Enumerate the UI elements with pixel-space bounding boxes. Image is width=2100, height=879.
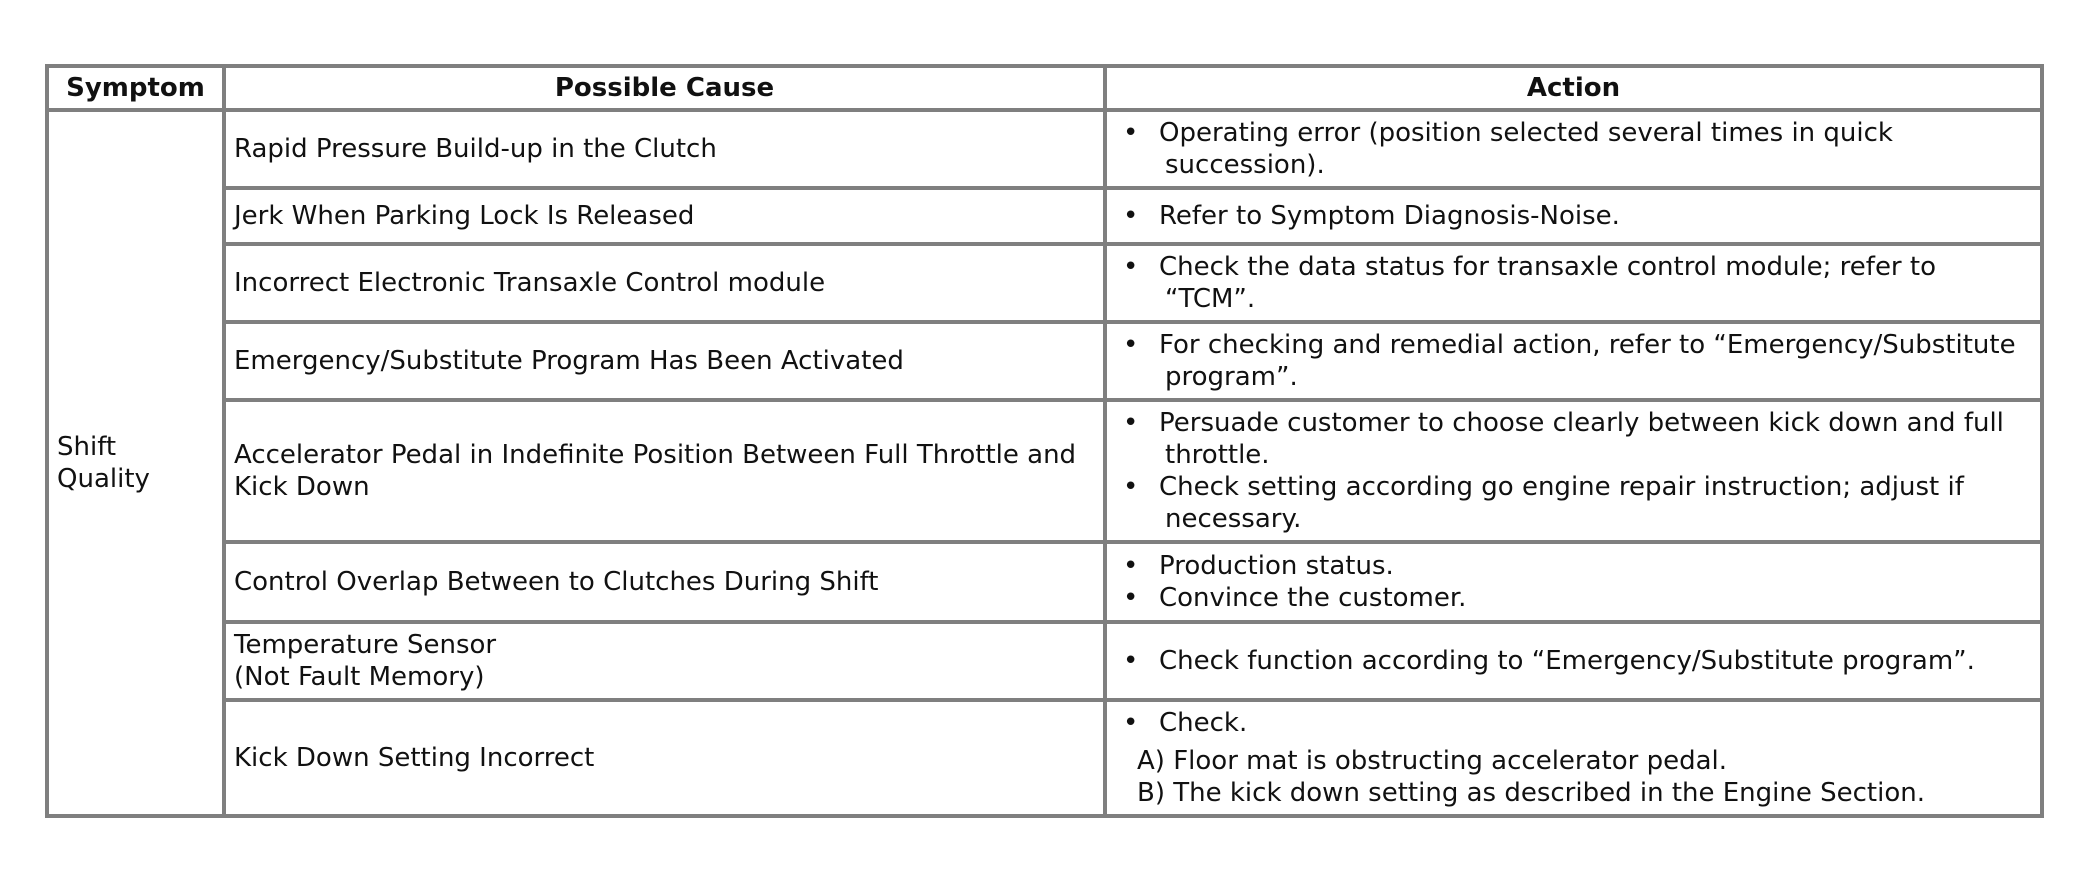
cause-cell: Incorrect Electronic Transaxle Control module: [224, 244, 1105, 322]
sub-item: B) The kick down setting as described in the Engine Section.: [1137, 778, 1925, 808]
table-row: [47, 542, 2042, 622]
cause-cell: Control Overlap Between to Clutches During Shift: [224, 542, 1105, 622]
bullet-icon: •: [1123, 646, 1139, 676]
action-item: • Production status.: [1123, 551, 1394, 581]
table-row: [47, 400, 2042, 542]
header-possible-cause: Possible Cause: [224, 66, 1105, 110]
action-cell: [1105, 622, 2042, 700]
action-item: • Persuade customer to choose clearly between kick down and full throttle.: [1123, 408, 2004, 470]
cause-line: Temperature Sensor: [234, 630, 497, 660]
action-item: • Check setting according go engine repair instruction; adjust if necessary.: [1123, 472, 1964, 534]
action-cell: [1105, 188, 2042, 244]
action-item: • Convince the customer.: [1123, 583, 1467, 613]
cause-cell: Emergency/Substitute Program Has Been Activated: [224, 322, 1105, 400]
cause-line: (Not Fault Memory): [234, 662, 485, 692]
action-cell: [1105, 400, 2042, 542]
symptom-cell: [47, 110, 224, 816]
header-action: Action: [1105, 66, 2042, 110]
action-cell: [1105, 110, 2042, 188]
table-header-row: [47, 66, 2042, 110]
table-row: [47, 322, 2042, 400]
action-item: • Check the data status for transaxle control module; refer to “TCM”.: [1123, 252, 1936, 314]
sub-item: A) Floor mat is obstructing accelerator pedal.: [1137, 746, 1728, 776]
bullet-icon: •: [1123, 252, 1139, 282]
action-item: • Check.: [1123, 708, 1248, 738]
cause-cell: Kick Down Setting Incorrect: [224, 700, 1105, 816]
symptom-diagnosis-table: [45, 64, 2044, 818]
table-row: [47, 700, 2042, 816]
bullet-icon: •: [1123, 583, 1139, 613]
action-item: • Check function according to “Emergency/Substitute program”.: [1123, 646, 1975, 676]
action-cell: [1105, 700, 2042, 816]
table-row: [47, 622, 2042, 700]
bullet-icon: •: [1123, 708, 1139, 738]
bullet-icon: •: [1123, 118, 1139, 148]
header-symptom: Symptom: [47, 66, 224, 110]
bullet-icon: •: [1123, 201, 1139, 231]
symptom-label-line1: Shift: [57, 432, 117, 462]
cause-cell: [224, 622, 1105, 700]
bullet-icon: •: [1123, 330, 1139, 360]
symptom-label-line2: Quality: [57, 464, 150, 494]
action-item: • For checking and remedial action, refer to “Emergency/Substitute program”.: [1123, 330, 2016, 392]
action-cell: [1105, 542, 2042, 622]
action-item: • Refer to Symptom Diagnosis-Noise.: [1123, 201, 1620, 231]
action-item: • Operating error (position selected several times in quick succession).: [1123, 118, 1893, 180]
cause-cell: Accelerator Pedal in Indefinite Position Between Full Throttle and Kick Down: [224, 400, 1105, 542]
bullet-icon: •: [1123, 408, 1139, 438]
action-cell: [1105, 244, 2042, 322]
bullet-icon: •: [1123, 472, 1139, 502]
table-row: [47, 188, 2042, 244]
bullet-icon: •: [1123, 551, 1139, 581]
cause-cell: Rapid Pressure Build-up in the Clutch: [224, 110, 1105, 188]
table-row: [47, 110, 2042, 188]
action-cell: [1105, 322, 2042, 400]
table-row: [47, 244, 2042, 322]
cause-cell: Jerk When Parking Lock Is Released: [224, 188, 1105, 244]
